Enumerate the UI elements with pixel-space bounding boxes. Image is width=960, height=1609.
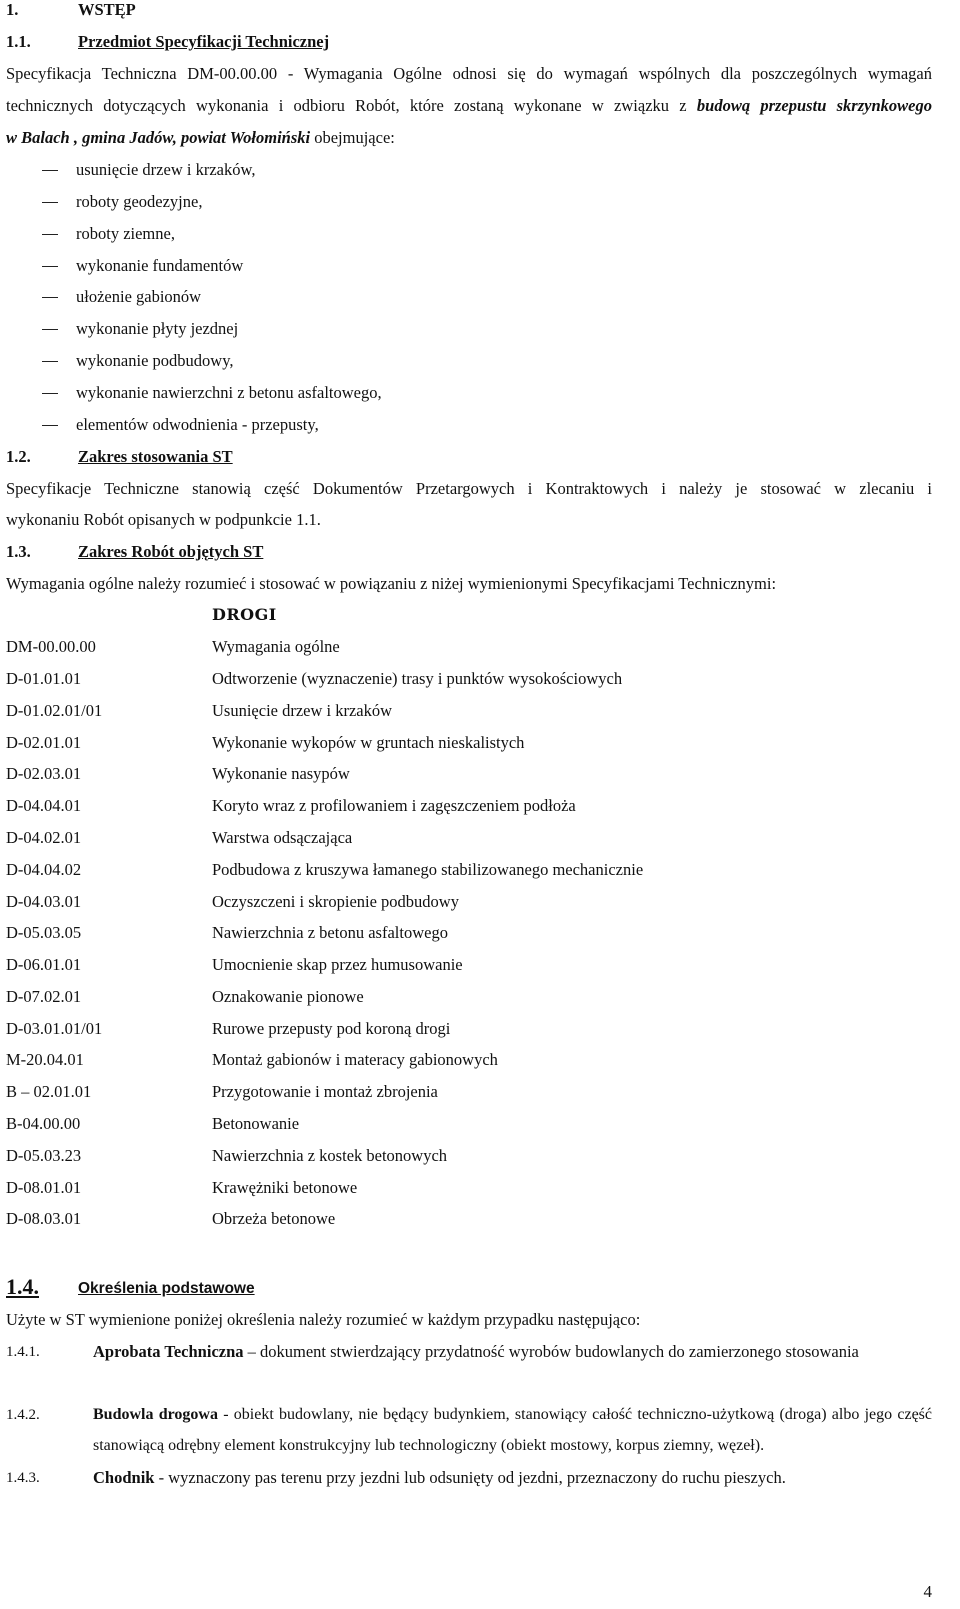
spec-code: D-04.02.01 <box>6 828 82 847</box>
spec-name: Wykonanie nasypów <box>212 764 350 783</box>
spec-name: Betonowanie <box>212 1114 300 1133</box>
list-item: elementów odwodnienia - przepusty, <box>42 415 319 435</box>
spec-name: Montaż gabionów i materacy gabionowych <box>212 1050 498 1069</box>
subsection-title: Zakres Robót objętych ST <box>78 542 264 561</box>
spec-name: Usunięcie drzew i krzaków <box>212 701 393 720</box>
spec-name: Oznakowanie pionowe <box>212 987 364 1006</box>
section-number: 1. <box>6 0 19 19</box>
paragraph-line: Użyte w ST wymienione poniżej określenia należy rozumieć w każdym przypadku następująco: <box>6 1310 641 1329</box>
spec-name: Umocnienie skap przez humusowanie <box>212 955 463 974</box>
spec-code: D-04.04.02 <box>6 860 82 879</box>
paragraph-line: wykonaniu Robót opisanych w podpunkcie 1.1. <box>6 510 321 529</box>
group-heading: DROGI <box>212 605 277 624</box>
spec-code: DM-00.00.00 <box>6 637 96 656</box>
definition-text: Aprobata Techniczna – dokument stwierdzający przydatność wyrobów budowlanych do zamierzonego stosowania <box>93 1342 859 1361</box>
spec-code: D-08.03.01 <box>6 1209 82 1228</box>
spec-name: Podbudowa z kruszywa łamanego stabilizowanego mechanicznie <box>212 860 644 879</box>
spec-code: B – 02.01.01 <box>6 1082 92 1101</box>
spec-name: Oczyszczeni i skropienie podbudowy <box>212 892 459 911</box>
spec-code: D-01.02.01/01 <box>6 701 103 720</box>
spec-name: Przygotowanie i montaż zbrojenia <box>212 1082 438 1101</box>
subsection-number: 1.3. <box>6 542 31 561</box>
spec-code: D-03.01.01/01 <box>6 1019 103 1038</box>
spec-code: D-08.01.01 <box>6 1178 82 1197</box>
spec-name: Odtworzenie (wyznaczenie) trasy i punktów wysokościowych <box>212 669 623 688</box>
paragraph-line: technicznych dotyczących wykonania i odbioru Robót, które zostaną wykonane w związku z budową przepustu skrzynkowego <box>6 96 932 115</box>
spec-code: D-02.03.01 <box>6 764 82 783</box>
spec-name: Krawężniki betonowe <box>212 1178 358 1197</box>
definition-text: Budowla drogowa - obiekt budowlany, nie będący budynkiem, stanowiący całość techniczno-użytkową (droga) albo jego część stanowiącą odrębny element konstrukcyjny lub technologiczny (obiekt mostowy, korpus ziemny, węzeł). <box>93 1406 932 1454</box>
paragraph-line: w Balach , gmina Jadów, powiat Wołomiński obejmujące: <box>6 128 395 147</box>
spec-name: Wymagania ogólne <box>212 637 340 656</box>
list-item: wykonanie fundamentów <box>42 256 243 276</box>
spec-code: D-04.03.01 <box>6 892 82 911</box>
subsection-number: 1.4. <box>6 1274 39 1299</box>
page-number: 4 <box>923 1582 932 1601</box>
spec-name: Warstwa odsączająca <box>212 828 353 847</box>
spec-name: Obrzeża betonowe <box>212 1209 336 1228</box>
paragraph-line: Wymagania ogólne należy rozumieć i stosować w powiązaniu z niżej wymienionymi Specyfikacjami Technicznymi: <box>6 574 777 593</box>
list-item: usunięcie drzew i krzaków, <box>42 160 255 180</box>
list-item: wykonanie płyty jezdnej <box>42 319 238 339</box>
definition-number: 1.4.2. <box>6 1407 40 1423</box>
spec-code: D-01.01.01 <box>6 669 82 688</box>
spec-code: D-06.01.01 <box>6 955 82 974</box>
subsection-title: Zakres stosowania ST <box>78 447 233 466</box>
list-item: roboty geodezyjne, <box>42 192 202 212</box>
list-item: ułożenie gabionów <box>42 287 201 307</box>
subsection-title: Określenia podstawowe <box>78 1280 255 1297</box>
spec-name: Nawierzchnia z kostek betonowych <box>212 1146 448 1165</box>
spec-code: D-02.01.01 <box>6 733 82 752</box>
paragraph-line: Specyfikacje Techniczne stanowią część Dokumentów Przetargowych i Kontraktowych i należy je stosować w zlecaniu i <box>6 479 932 498</box>
list-item: roboty ziemne, <box>42 224 175 244</box>
spec-name: Nawierzchnia z betonu asfaltowego <box>212 923 448 942</box>
spec-code: D-05.03.05 <box>6 923 82 942</box>
spec-code: D-04.04.01 <box>6 796 82 815</box>
definition-number: 1.4.1. <box>6 1344 40 1360</box>
definition-text: Chodnik - wyznaczony pas terenu przy jezdni lub odsunięty od jezdni, przeznaczony do ruchu pieszych. <box>93 1468 786 1487</box>
spec-name: Koryto wraz z profilowaniem i zagęszczeniem podłoża <box>212 796 576 815</box>
spec-name: Wykonanie wykopów w gruntach nieskalistych <box>212 733 525 752</box>
section-title: WSTĘP <box>78 0 136 19</box>
subsection-title: Przedmiot Specyfikacji Technicznej <box>78 32 330 51</box>
spec-code: B-04.00.00 <box>6 1114 81 1133</box>
list-item: wykonanie podbudowy, <box>42 351 234 371</box>
subsection-number: 1.1. <box>6 32 31 51</box>
spec-name: Rurowe przepusty pod koroną drogi <box>212 1019 451 1038</box>
spec-code: M-20.04.01 <box>6 1050 84 1069</box>
spec-code: D-05.03.23 <box>6 1146 82 1165</box>
paragraph-line: Specyfikacja Techniczna DM-00.00.00 - Wymagania Ogólne odnosi się do wymagań wspólnych dla poszczególnych wymagań <box>6 64 932 83</box>
list-item: wykonanie nawierzchni z betonu asfaltowego, <box>42 383 382 403</box>
definition-number: 1.4.3. <box>6 1470 40 1486</box>
subsection-number: 1.2. <box>6 447 31 466</box>
spec-code: D-07.02.01 <box>6 987 82 1006</box>
